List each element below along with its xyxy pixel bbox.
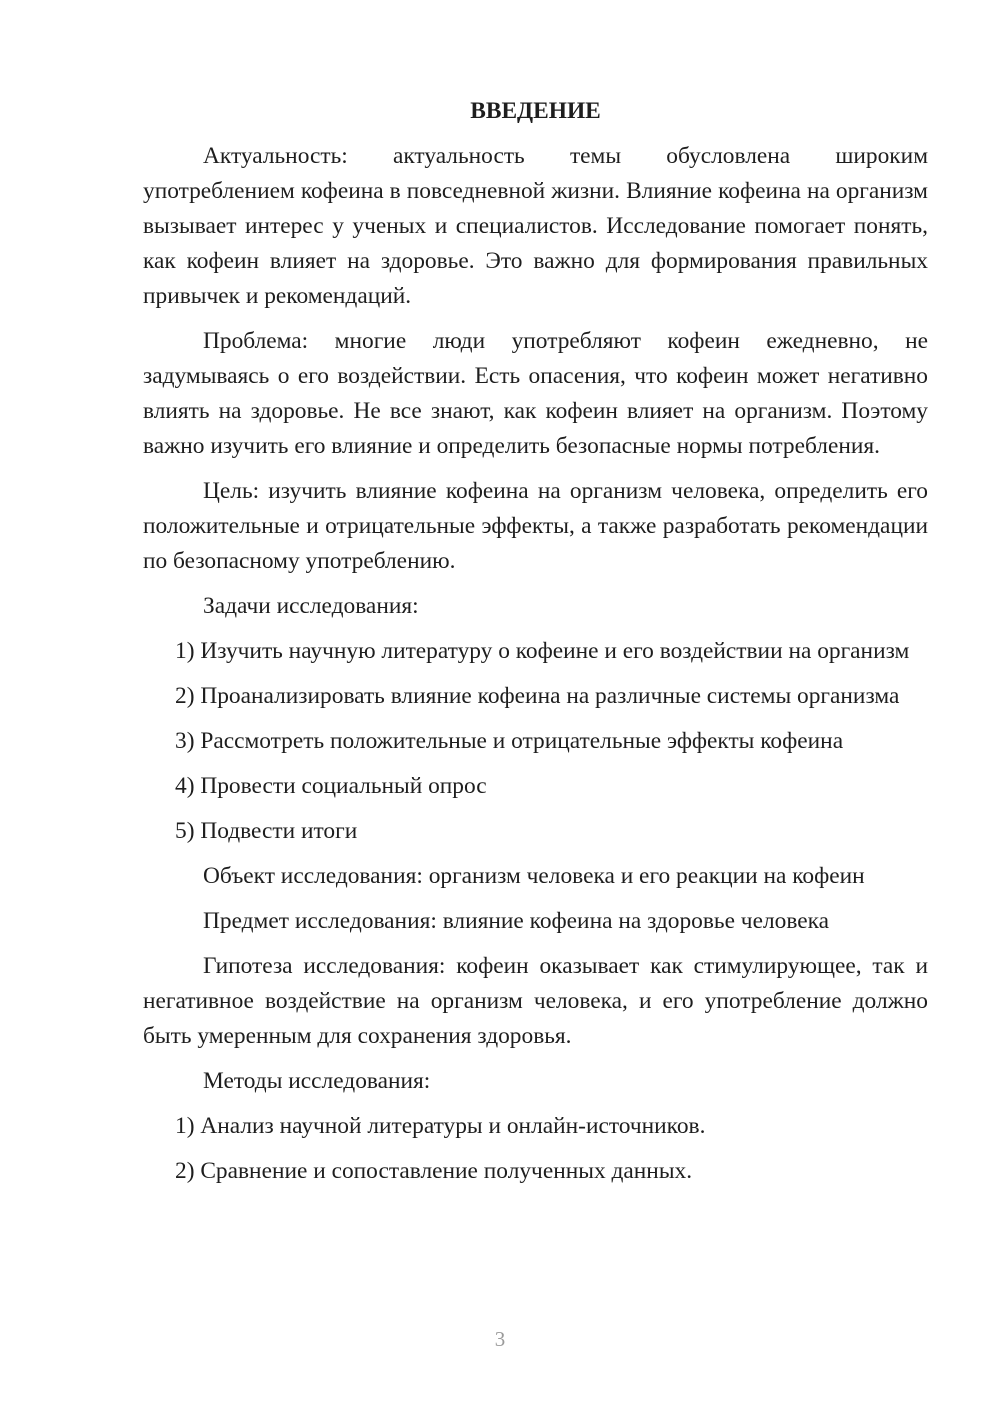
task-item-1: 1) Изучить научную литературу о кофеине и его воздействии на организм [175, 638, 910, 664]
goal-paragraph: Цель: изучить влияние кофеина на организм человека, определить его положительные и отрицательные эффекты, а также разработать рекомендации по безопасному употреблению. [143, 478, 928, 574]
method-item-2: 2) Сравнение и сопоставление полученных данных. [175, 1158, 693, 1184]
object-paragraph: Объект исследования: организм человека и его реакции на кофеин [203, 863, 865, 889]
methods-heading: Методы исследования: [203, 1068, 431, 1094]
task-item-5: 5) Подвести итоги [175, 818, 358, 844]
tasks-heading: Задачи исследования: [203, 593, 419, 619]
task-item-3: 3) Рассмотреть положительные и отрицательные эффекты кофеина [175, 728, 844, 754]
task-item-4: 4) Провести социальный опрос [175, 773, 487, 799]
method-item-1: 1) Анализ научной литературы и онлайн-источников. [175, 1113, 706, 1139]
problem-paragraph: Проблема: многие люди употребляют кофеин ежедневно, не задумываясь о его воздействии. Есть опасения, что кофеин может негативно влиять на здоровье. Не все знают, как кофеин влияет на организм. Поэтому важно изучить его влияние и определить безопасные нормы потребления. [143, 328, 928, 459]
section-title: ВВЕДЕНИЕ [470, 98, 601, 124]
task-item-2: 2) Проанализировать влияние кофеина на различные системы организма [175, 683, 900, 709]
subject-paragraph: Предмет исследования: влияние кофеина на здоровье человека [203, 908, 830, 934]
page-number: 3 [494, 1327, 506, 1351]
document-page [143, 94, 928, 1199]
hypothesis-paragraph: Гипотеза исследования: кофеин оказывает как стимулирующее, так и негативное воздействие на организм человека, и его употребление должно быть умеренным для сохранения здоровья. [143, 953, 928, 1049]
relevance-paragraph: Актуальность: актуальность темы обусловлена широким употреблением кофеина в повседневной жизни. Влияние кофеина на организм вызывает интерес у ученых и специалистов. Исследование помогает понять, как кофеин влияет на здоровье. Это важно для формирования правильных привычек и рекомендаций. [143, 143, 928, 309]
